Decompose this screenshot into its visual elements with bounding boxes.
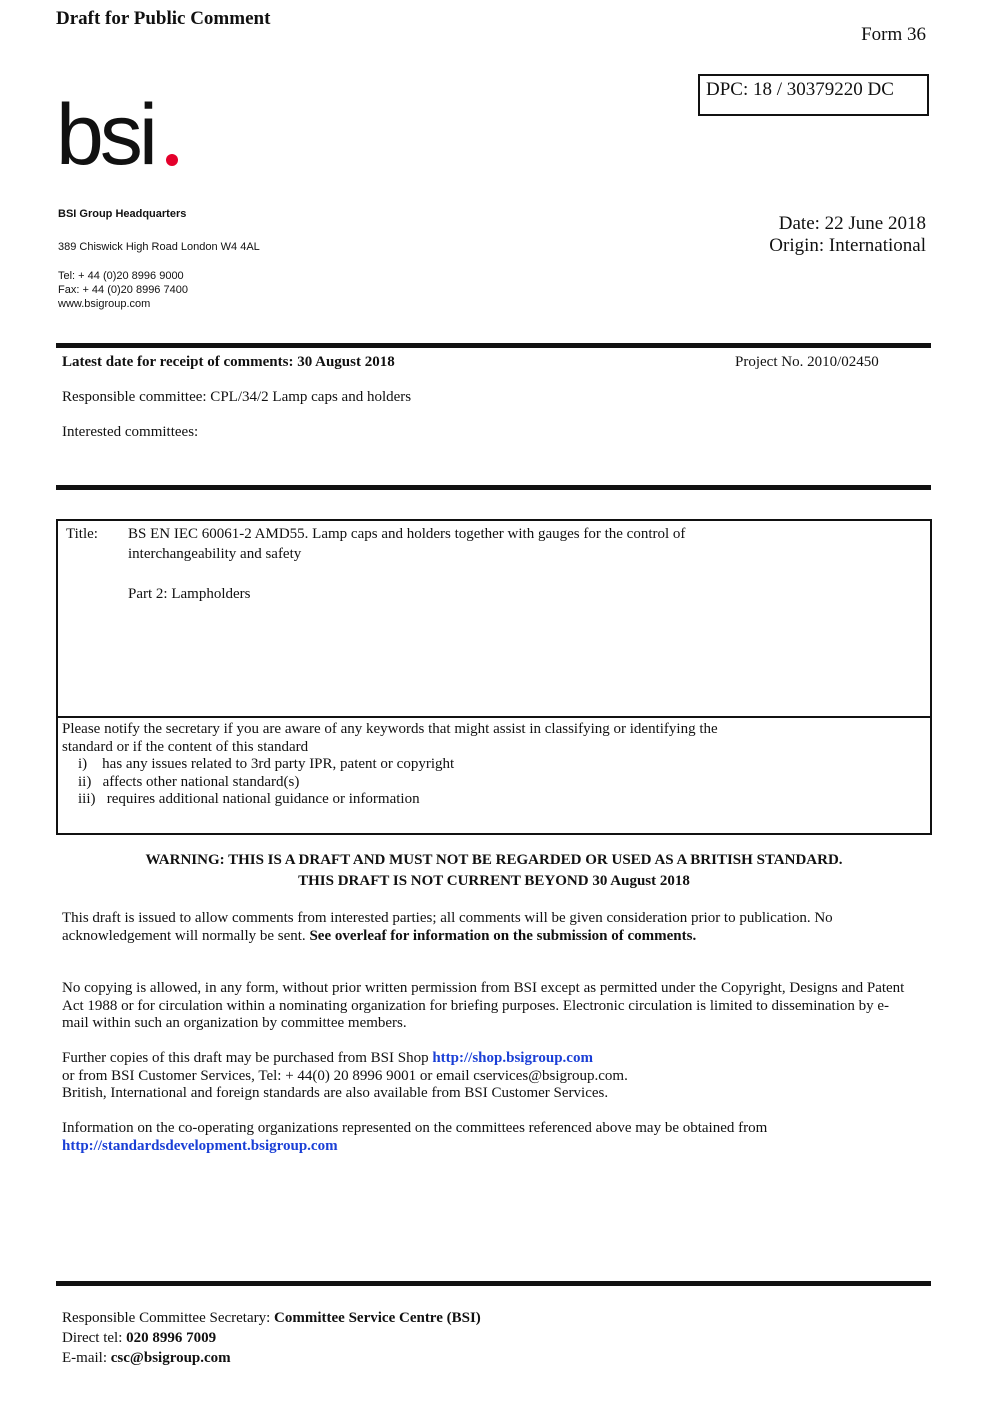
paragraph-comments-text: This draft is issued to allow comments from interested parties; all comments will be given consideration prior to publication. No acknowledgement will normally be sent. xyxy=(62,910,833,944)
latest-date: Latest date for receipt of comments: 30 August 2018 xyxy=(62,354,395,370)
shop-link[interactable]: http://shop.bsigroup.com xyxy=(432,1050,593,1066)
notify-item: iii) requires additional national guidance or information xyxy=(78,791,420,807)
notify-intro-2: standard or if the content of this standard xyxy=(62,738,309,755)
title-label: Title: xyxy=(66,526,98,542)
form-number: Form 36 xyxy=(861,24,926,45)
fax-number: Fax: + 44 (0)20 8996 7400 xyxy=(58,284,188,296)
title-line-1: BS EN IEC 60061-2 AMD55. Lamp caps and holders together with gauges for the control of xyxy=(128,526,686,542)
section-rule xyxy=(56,485,931,490)
project-number: Project No. 2010/02450 xyxy=(735,354,879,370)
tel-value: 020 8996 7009 xyxy=(126,1330,217,1346)
notify-item: ii) affects other national standard(s) xyxy=(78,773,300,790)
box-divider xyxy=(56,716,932,718)
footer-secretary xyxy=(62,1310,481,1327)
email-value[interactable]: csc@bsigroup.com xyxy=(110,1350,231,1366)
title-part: Part 2: Lampholders xyxy=(128,586,251,602)
warning-line-2: THIS DRAFT IS NOT CURRENT BEYOND 30 August 2018 xyxy=(298,873,690,889)
logo-text: bsi xyxy=(56,87,154,178)
secretary-label: Responsible Committee Secretary: xyxy=(62,1310,271,1326)
standards-development-link[interactable]: http://standardsdevelopment.bsigroup.com xyxy=(62,1137,338,1154)
email-label: E-mail: xyxy=(62,1350,107,1366)
draft-label: Draft for Public Comment xyxy=(56,8,271,29)
paragraph-information xyxy=(62,1120,912,1155)
paragraph-comments-bold: See overleaf for information on the submission of comments. xyxy=(309,927,697,944)
copies-prefix: Further copies of this draft may be purchased from BSI Shop xyxy=(62,1050,429,1066)
title-line-2: interchangeability and safety xyxy=(128,546,302,562)
notify-intro-1: Please notify the secretary if you are aware of any keywords that might assist in classifying or identifying the xyxy=(62,721,718,737)
org-name: BSI Group Headquarters xyxy=(58,208,187,220)
footer-tel xyxy=(62,1330,216,1347)
notify-section xyxy=(62,721,922,809)
tel-number: Tel: + 44 (0)20 8996 9000 xyxy=(58,270,184,282)
interested-committees: Interested committees: xyxy=(62,424,199,440)
logo-dot xyxy=(166,154,178,166)
section-rule xyxy=(56,343,931,348)
copies-line-3: British, International and foreign standards are also available from BSI Customer Services. xyxy=(62,1085,609,1101)
notify-item: i) has any issues related to 3rd party IPR, patent or copyright xyxy=(78,756,455,772)
responsible-committee: Responsible committee: CPL/34/2 Lamp caps and holders xyxy=(62,389,412,405)
warning-line-1: WARNING: THIS IS A DRAFT AND MUST NOT BE REGARDED OR USED AS A BRITISH STANDARD. xyxy=(145,852,843,868)
dpc-reference-box: DPC: 18 / 30379220 DC xyxy=(698,74,929,116)
secretary-value: Committee Service Centre (BSI) xyxy=(274,1310,481,1326)
date-origin-block xyxy=(769,213,926,257)
paragraph-copies xyxy=(62,1050,912,1103)
paragraph-comments xyxy=(62,910,912,945)
copies-line-2: or from BSI Customer Services, Tel: + 44(0) 20 8996 9001 or email cservices@bsigroup.com. xyxy=(62,1067,628,1084)
paragraph-copying: No copying is allowed, in any form, without prior written permission from BSI except as permitted under the Copyright, Designs and Patent Act 1988 or for circulation within a nominating organization for briefing purposes. Electronic circulation is limited to dissemination by e-mail within such an organization by committee members. xyxy=(62,980,905,1031)
origin: Origin: International xyxy=(769,235,926,256)
web-address[interactable]: www.bsigroup.com xyxy=(58,298,151,310)
issue-date: Date: 22 June 2018 xyxy=(778,213,926,234)
information-text: Information on the co-operating organizations represented on the committees referenced above may be obtained from xyxy=(62,1120,768,1136)
footer-email xyxy=(62,1350,231,1367)
footer-rule xyxy=(56,1281,931,1286)
street-address: 389 Chiswick High Road London W4 4AL xyxy=(58,241,260,253)
tel-label: Direct tel: xyxy=(62,1330,123,1346)
bsi-logo xyxy=(56,82,196,178)
